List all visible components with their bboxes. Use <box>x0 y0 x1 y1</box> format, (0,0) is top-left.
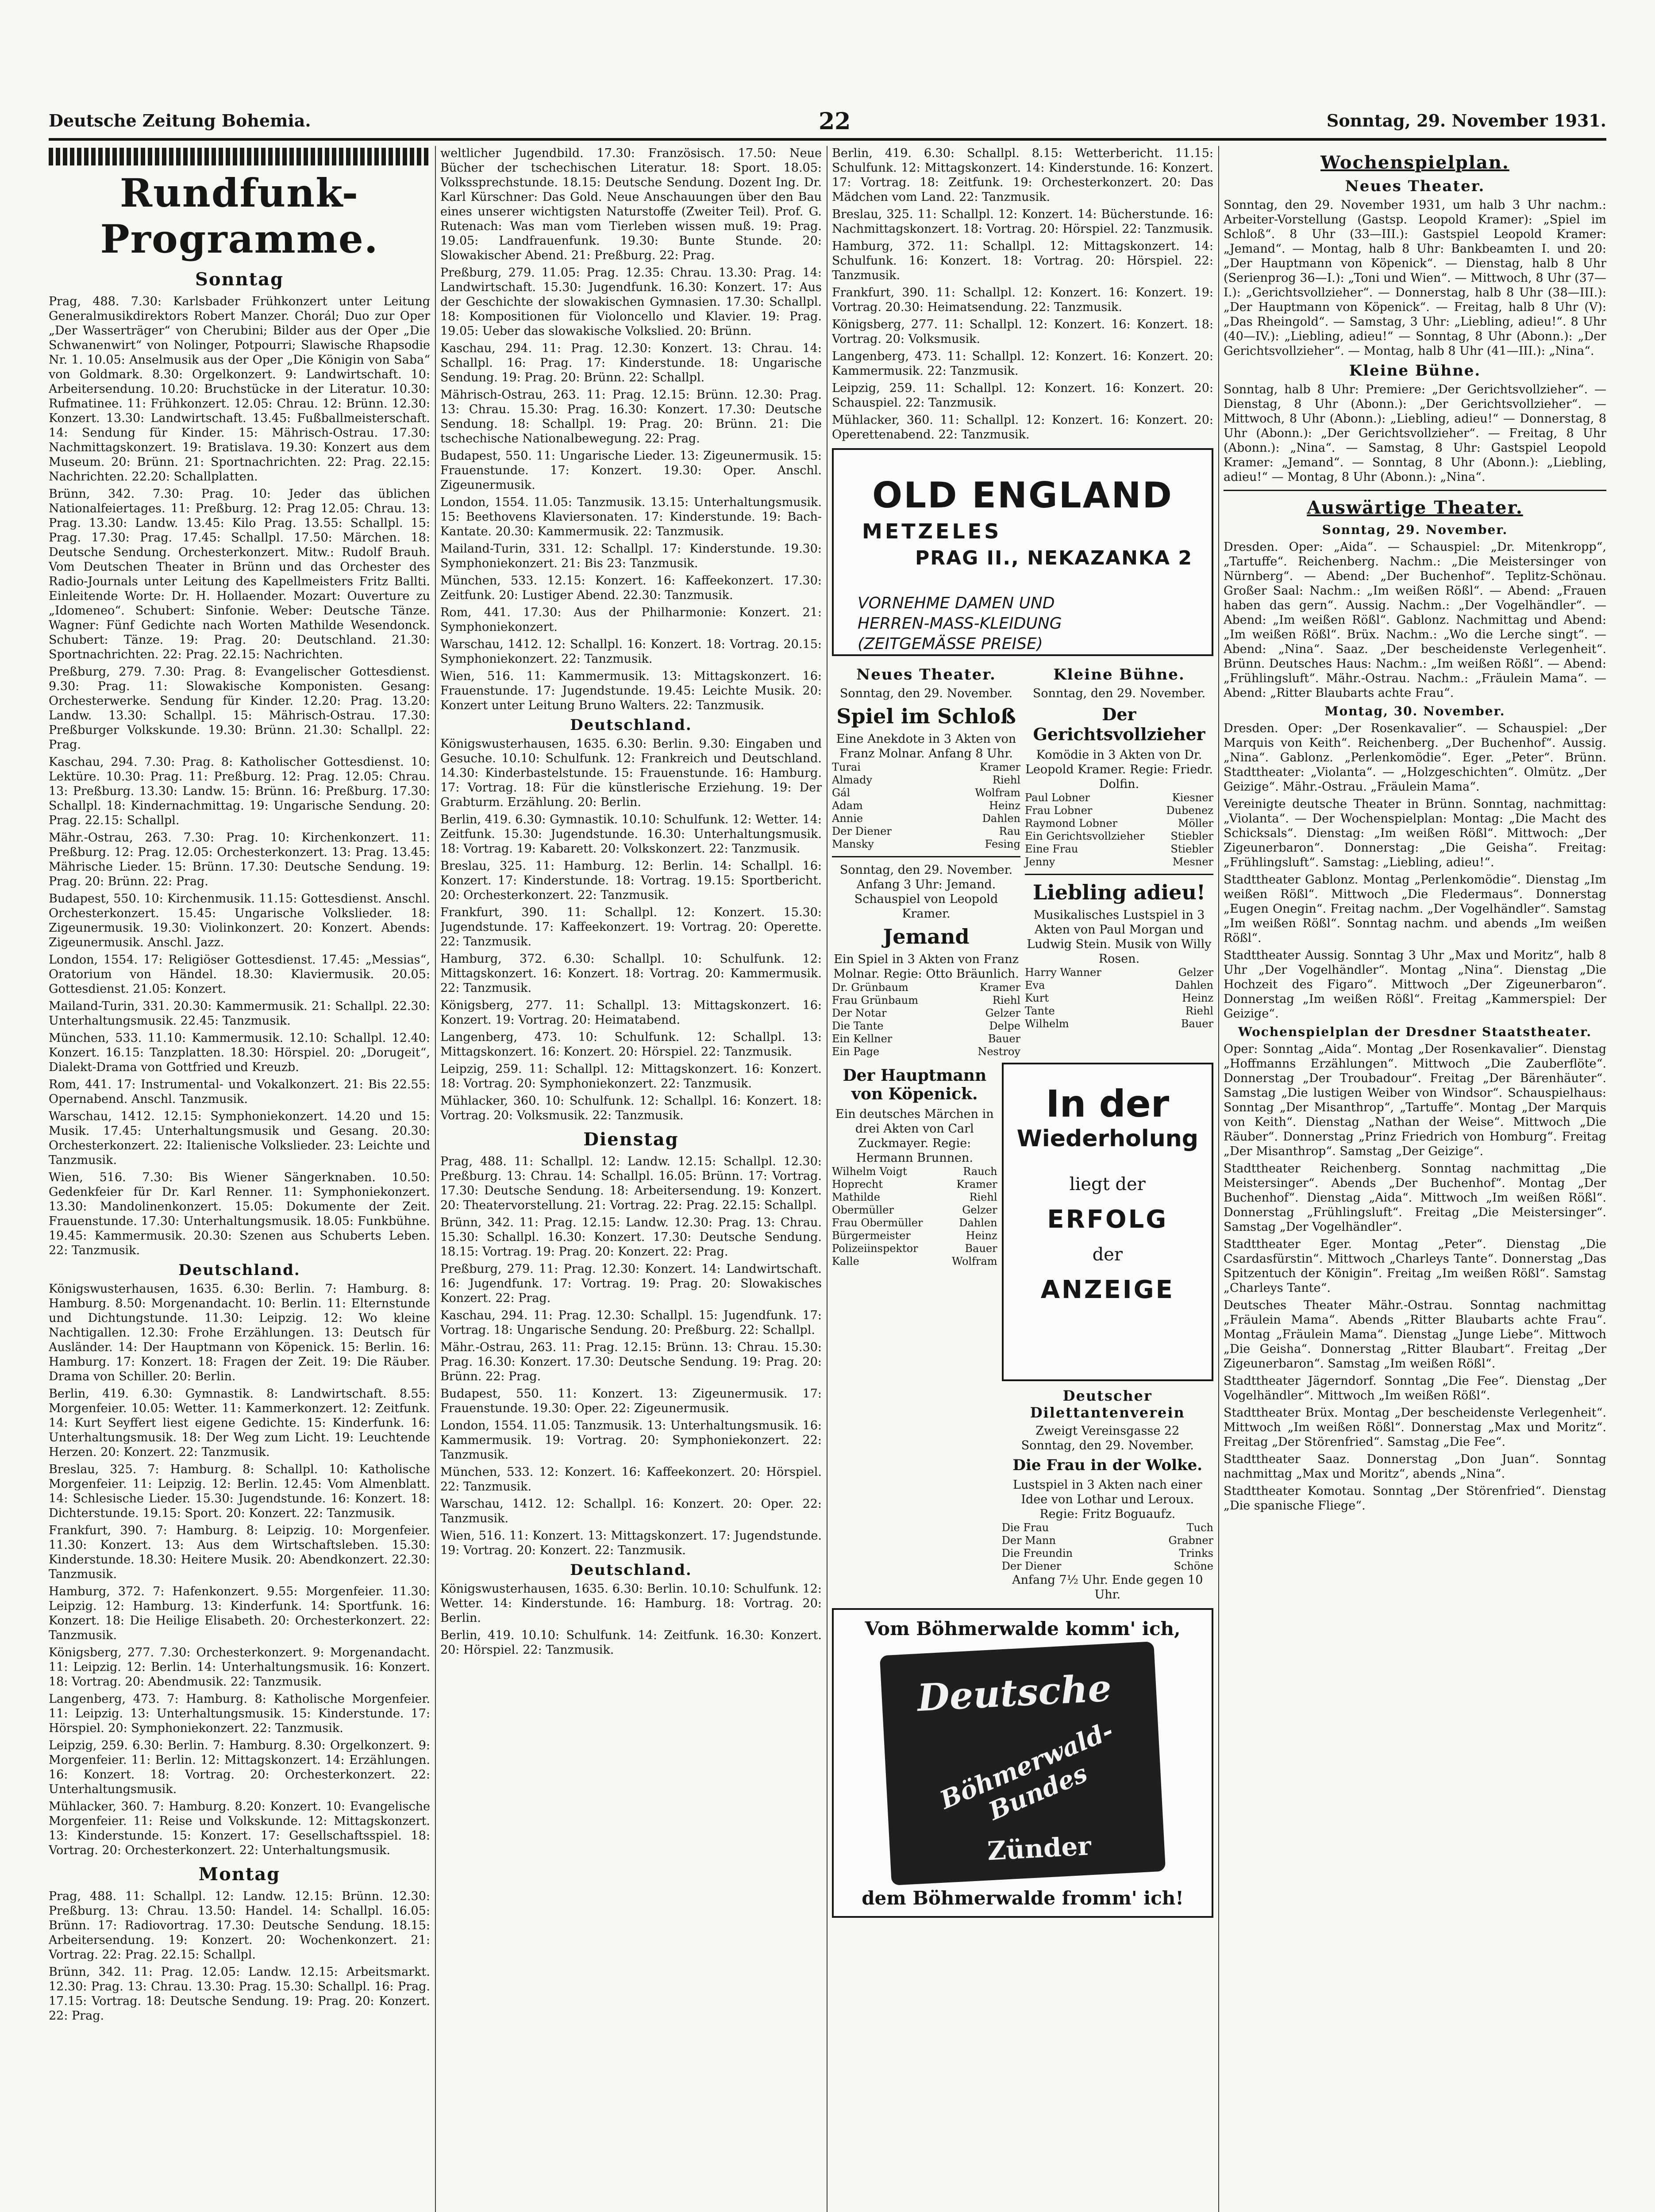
neues-theater-listing <box>832 662 1020 1058</box>
schedule-entry: Stadttheater Aussig. Sonntag 3 Uhr „Max und Moritz“, halb 8 Uhr „Der Vogelhändler“. Montag „Nina“. Dienstag „Die Hochzeit des Figaro“. Mittwoch „Der Zigeunerbaron“. Donnerstag „Im weißen Rößl“. Freitag „Kammerspiel: Der Geizige“. <box>1224 949 1606 1021</box>
ad-tagline-line: HERREN-MASS-KLEIDUNG <box>858 614 1062 633</box>
schedule-entry: Stadttheater Komotau. Sonntag „Der Störenfried“. Dienstag „Die spanische Fliege“. <box>1224 1484 1606 1513</box>
role-name: Adam <box>832 799 863 812</box>
program-entry: Mährisch-Ostrau, 263. 11: Prag. 12.15: Brünn. 12.30: Prag. 13: Chrau. 15.30: Prag. 16.30: Konzert. 17.30: Deutsche Sendung. 18: Schallpl. 19: Prag. 20: Brünn. 21: Die tschechische Nationalbewegung. 22: Prag. <box>440 388 822 445</box>
program-entry: Preßburg, 279. 11.05: Prag. 12.35: Chrau. 13.30: Prag. 14: Landwirtschaft. 15.30: Jugendfunk. 16.30: Konzert. 17: Aus der Geschichte der slowakischen Gymnasien. 17.30: Schallpl. 18: Kompositionen für Violoncello und Klavier. 19: Prag. 19.05: Ueber das slowakische Volkslied. 20: Brünn. <box>440 266 822 338</box>
play-title: Spiel im Schloß <box>836 704 1016 728</box>
role-name: Der Diener <box>1001 1560 1062 1572</box>
play-title: Jemand <box>883 925 970 949</box>
program-text <box>440 1582 822 1657</box>
cast-row <box>832 1255 997 1268</box>
actor-name: Dahlen <box>959 1217 997 1229</box>
weekly-schedule-heading: Wochenspielplan. <box>1320 152 1509 173</box>
role-name: Ein Page <box>832 1045 880 1058</box>
program-entry: Wien, 516. 11: Konzert. 13: Mittagskonzert. 17: Jugendstunde. 19: Vortrag. 20: Konzert. 22: Tanzmusik. <box>440 1529 822 1557</box>
program-entry: Königswusterhausen, 1635. 6.30: Berlin. 7: Hamburg. 8: Hamburg. 8.50: Morgenandacht. 10: Berlin. 11: Elternstunde und Dichtungstunde. 11.30: Leipzig. 12: Wo kleine Nachtigallen. 12.30: Frohe Erzählungen. 13: Deutsch für Ausländer. 14: Der Hauptmann von Köpenick. 15: Berlin. 16: Hamburg. 17: Konzert. 18: Fragen der Zeit. 19: Die Räuber. Drama von Schiller. 20: Berlin. <box>49 1282 430 1383</box>
schedule-entry: Vereinigte deutsche Theater in Brünn. Sonntag, nachmittag: „Violanta“. — Der Wochenspielplan: Montag: „Die Macht des Schicksals“. Dienstag: „Im weißen Rößl“. Mittwoch: „Der Zigeunerbaron“. Donnerstag: „Die Geisha“. Freitag: „Frühlingsluft“. Samstag: „Liebling, adieu!“. <box>1224 797 1606 869</box>
column-2 <box>440 146 822 2212</box>
program-entry: Budapest, 550. 11: Konzert. 13: Zigeunermusik. 17: Frauenstunde. 19.30: Oper. 22: Zigeunermusik. <box>440 1387 822 1415</box>
cast-row <box>832 1033 1020 1045</box>
kleine-buehne-listing <box>1025 662 1213 1058</box>
cast-row <box>832 1242 997 1255</box>
program-entry: Mähr.-Ostrau, 263. 7.30: Prag. 10: Kirchenkonzert. 11: Preßburg. 12: Prag. 12.05: Orchesterkonzert. 13: Prag. 13.45: Mährische Lieder. 15: Brünn. 17.30: Deutsche Sendung. 19: Prag. 20: Brünn. 22: Prag. <box>49 831 430 888</box>
program-entry: Königsberg, 277. 11: Schallpl. 12: Konzert. 16: Konzert. 18: Vortrag. 20: Volksmusik. <box>832 318 1213 346</box>
role-name: Ein Gerichtsvollzieher <box>1025 830 1145 842</box>
play-description: Lustspiel in 3 Akten nach einer Idee von Lothar und Leroux. Regie: Fritz Boguaufz. <box>1013 1478 1202 1521</box>
actor-name: Dahlen <box>1175 979 1213 991</box>
role-name: Polizeiinspektor <box>832 1242 918 1255</box>
program-entry: Kaschau, 294. 11: Prag. 12.30: Schallpl. 15: Jugendfunk. 17: Vortrag. 18: Ungarische Sendung. 20: Preßburg. 22: Schallpl. <box>440 1309 822 1337</box>
schedule-entry: Sonntag, halb 8 Uhr: Premiere: „Der Gerichtsvollzieher“. — Dienstag, 8 Uhr (Abonn.): „Der Gerichtsvollzieher“. — Mittwoch, 8 Uhr (Abonn.): „Liebling, adieu!“ — Donnerstag, 8 Uhr (Abonn.): „Der Gerichtsvollzieher“. — Freitag, 8 Uhr (Abonn.): „Nina“. — Samstag, 8 Uhr: Gastspiel Leopold Kramer: „Jemand“. — Sonntag, 8 Uhr (Abonn.): „Liebling, adieu!“ — Montag, 8 Uhr (Abonn.): „Nina“. <box>1224 383 1606 484</box>
schedule-entry: Sonntag, den 29. November 1931, um halb 3 Uhr nachm.: Arbeiter-Vorstellung (Gastsp. Leopold Kramer): „Spiel im Schloß“. 8 Uhr (33—III.): Gastspiel Leopold Kramer: „Jemand“. — Montag, halb 8 Uhr: Bankbeamten I. und 20: „Der Hauptmann von Köpenick“. — Dienstag, halb 8 Uhr (Serienprog 36—I.): „Toni und Wien“. — Mittwoch, 8 Uhr (37—I.): „Gerichtsvollzieher“. — Donnerstag, halb 8 Uhr (38—III.): „Der Hauptmann von Köpenick“. — Freitag, halb 8 Uhr (V): „Das Rheingold“. — Samstag, 3 Uhr: „Liebling, adieu!“. 8 Uhr (40—IV.): „Liebling, adieu!“ — Sonntag, 8 Uhr (Abonn.): „Der Gerichtsvollzieher“. — Montag, halb 8 Uhr (41—III.): „Nina“. <box>1224 198 1606 358</box>
actor-name: Schöne <box>1174 1560 1213 1572</box>
role-name: Der Notar <box>832 1007 887 1019</box>
program-entry: Mailand-Turin, 331. 20.30: Kammermusik. 21: Schallpl. 22.30: Unterhaltungsmusik. 22.45: Tanzmusik. <box>49 999 430 1028</box>
role-name: Dr. Grünbaum <box>832 981 908 994</box>
program-entry: Mailand-Turin, 331. 12: Schallpl. 17: Kinderstunde. 19.30: Symphoniekonzert. 21: Bis 23: Tanzmusik. <box>440 542 822 570</box>
ad-slogan-top: Vom Böhmerwalde komm' ich, <box>865 1618 1181 1640</box>
cast-row <box>1002 1521 1213 1534</box>
cast-row <box>832 812 1020 825</box>
section-heading-germany: Deutschland. <box>178 1261 300 1279</box>
matchbox-illustration <box>880 1641 1166 1886</box>
cast-list <box>832 981 1020 1058</box>
actor-name: Trinks <box>1179 1547 1213 1559</box>
play-description: Ein Spiel in 3 Akten von Franz Molnar. Regie: Otto Bräunlich. <box>833 952 1019 981</box>
program-entry: Königsberg, 277. 11: Schallpl. 13: Mittagskonzert. 16: Konzert. 19: Vortrag. 20: Heimatabend. <box>440 998 822 1027</box>
actor-name: Kramer <box>979 981 1020 994</box>
role-name: Harry Wanner <box>1025 966 1101 979</box>
role-name: Paul Lobner <box>1025 791 1090 804</box>
ad-slogan-bottom: dem Böhmerwalde fromm' ich! <box>862 1887 1184 1909</box>
program-text <box>832 146 1213 442</box>
column-rule <box>435 146 436 2212</box>
actor-name: Riehl <box>992 994 1020 1006</box>
program-entry: Königsberg, 277. 7.30: Orchesterkonzert. 9: Morgenandacht. 11: Leipzig. 12: Berlin. 14: Unterhaltungsmusik. 16: Konzert. 18: Vortrag. 20: Abendmusik. 22: Tanzmusik. <box>49 1646 430 1689</box>
actor-name: Rau <box>999 825 1020 837</box>
column-rule <box>827 146 828 2212</box>
actor-name: Heinz <box>1182 992 1213 1004</box>
program-entry: Rom, 441. 17.30: Aus der Philharmonie: Konzert. 21: Symphoniekonzert. <box>440 606 822 634</box>
role-name: Ein Kellner <box>832 1033 893 1045</box>
role-name: Die Frau <box>1001 1521 1049 1534</box>
actor-name: Möller <box>1178 817 1213 830</box>
schedule-entry: Deutsches Theater Mähr.-Ostrau. Sonntag nachmittag „Fräulein Mama“. Abends „Ritter Blaubarts achte Frau“. Montag „Fräulein Mama“. Dienstag „Junge Liebe“. Mittwoch „Die Geisha“. Donnerstag „Ritter Blaubart“. Freitag „Der Zigeunerbaron“. Samstag „Im weißen Rößl“. <box>1224 1298 1606 1371</box>
actor-name: Riehl <box>992 774 1020 786</box>
program-entry: Budapest, 550. 10: Kirchenmusik. 11.15: Gottesdienst. Anschl. Orchesterkonzert. 15.45: Ungarische Volkslieder. 18: Zigeunermusik. 19.30: Violinkonzert. 20: Konzert. Abends: Zigeunermusik. Anschl. Jazz. <box>49 892 430 949</box>
theater-listings-lower <box>832 1063 1213 1602</box>
program-entry: Prag, 488. 11: Schallpl. 12: Landw. 12.15: Brünn. 12.30: Preßburg. 13: Chrau. 13.50: Handel. 14: Schallpl. 16.05: Brünn. 17: Radiovortrag. 17.30: Deutsche Sendung. 18.15: Arbeitersendung. 19: Konzert. 20: Wochenkonzert. 21: Vortrag. 22: Prag. 22.15: Schallpl. <box>49 1889 430 1962</box>
ad-tagline-line: (ZEITGEMÄSSE PREISE) <box>858 635 1043 653</box>
role-name: Annie <box>832 812 863 825</box>
section-heading-germany: Deutschland. <box>570 1561 692 1579</box>
role-name: Die Freundin <box>1001 1547 1073 1559</box>
cast-row <box>832 787 1020 799</box>
actor-name: Nestroy <box>978 1045 1020 1058</box>
section-heading-foreign-theaters: Auswärtige Theater. <box>1307 497 1523 518</box>
cast-row <box>1025 791 1213 804</box>
actor-name: Kramer <box>956 1178 997 1190</box>
advertisement-wiederholung <box>1002 1063 1213 1381</box>
schedule-entry: Stadttheater Eger. Montag „Peter“. Dienstag „Die Csardasfürstin“. Mittwoch „Charleys Tante“. Donnerstag „Das Spitzentuch der Königin“. Freitag „Im weißen Rößl“. Samstag „Charleys Tante“. <box>1224 1237 1606 1295</box>
cast-row <box>832 1178 997 1191</box>
role-name: Hoprecht <box>832 1178 883 1190</box>
cast-row <box>1025 856 1213 868</box>
program-entry: München, 533. 12: Konzert. 16: Kaffeekonzert. 20: Hörspiel. 22: Tanzmusik. <box>440 1465 822 1494</box>
schedule-entry: Stadttheater Reichenberg. Sonntag nachmittag „Die Meistersinger“. Abends „Der Buchenhof“. Montag „Der Buchenhof“. Dienstag „Aida“. Mittwoch „Im weißen Rößl“. Donnerstag „Frühlingsluft“. Freitag „Die Meistersinger“. Samstag „Der Vogelhändler“. <box>1224 1162 1606 1234</box>
play-description: Eine Anekdote in 3 Akten von Franz Molnar. Anfang 8 Uhr. <box>836 732 1016 760</box>
program-text <box>49 1889 430 2023</box>
cast-row <box>832 1204 997 1217</box>
cast-row <box>832 981 1020 994</box>
program-entry: Breslau, 325. 11: Schallpl. 12: Konzert. 14: Bücherstunde. 16: Nachmittagskonzert. 18: Vortrag. 20: Hörspiel. 22: Tanzmusik. <box>832 207 1213 236</box>
actor-name: Tuch <box>1186 1521 1213 1534</box>
program-text <box>49 294 430 1258</box>
program-entry: Kaschau, 294. 7.30: Prag. 8: Katholischer Gottesdienst. 10: Lektüre. 10.30: Prag. 11: Preßburg. 12: Prag. 12.05: Chrau. 13: Preßburg. 13.30: Landw. 15: Brünn. 16: Preßburg. 17.30: Schallpl. 18: Kindernachmittag. 19: Ungarische Sendung. 20: Prag. 22.15: Schallpl. <box>49 755 430 827</box>
program-entry: Berlin, 419. 6.30: Gymnastik. 8: Landwirtschaft. 8.55: Morgenfeier. 10.05: Wetter. 11: Kammerkonzert. 12: Zeitfunk. 14: Kurt Seyffert liest eigene Gedichte. 15: Kinderfunk. 16: Unterhaltungsmusik. 18: Der Weg zum Licht. 19: Leuchtende Herzen. 20: Konzert. 22: Tanzmusik. <box>49 1387 430 1459</box>
performance-times: Anfang 7½ Uhr. Ende gegen 10 Uhr. <box>1012 1573 1203 1601</box>
schedule-text <box>1224 198 1606 358</box>
actor-name: Mesner <box>1172 856 1213 868</box>
role-name: Kalle <box>832 1255 859 1267</box>
issue-date: Sonntag, 29. November 1931. <box>1326 111 1606 131</box>
actor-name: Riehl <box>969 1191 997 1203</box>
program-entry: London, 1554. 11.05: Tanzmusik. 13: Unterhaltungsmusik. 16: Kammermusik. 19: Vortrag. 20: Symphoniekonzert. 22: Tanzmusik. <box>440 1419 822 1462</box>
role-name: Turai <box>832 761 861 773</box>
divider <box>1025 874 1213 875</box>
day-heading-monday: Montag <box>198 1864 281 1885</box>
program-text <box>440 737 822 1123</box>
program-entry: Kaschau, 294. 11: Prag. 12.30: Konzert. 13: Chrau. 14: Schallpl. 16: Prag. 17: Kinderstunde. 18: Ungarische Sendung. 19: Prag. 20: Brünn. 22: Schallpl. <box>440 342 822 384</box>
program-entry: Mähr.-Ostrau, 263. 11: Prag. 12.15: Brünn. 13: Chrau. 15.30: Prag. 16.30: Konzert. 17.30: Deutsche Sendung. 19: Prag. 20: Brünn. 22: Prag. <box>440 1340 822 1383</box>
program-entry: Königswusterhausen, 1635. 6.30: Berlin. 9.30: Eingaben und Gesuche. 10.10: Schulfunk. 12: Frankreich und Deutschland. 14.30: Kinderbastelstunde. 15: Frauenstunde. 16: Hamburg. 17: Vortrag. 18: Für die künstlerische Erziehung. 19: Der Grabturm. Erzählung. 20: Berlin. <box>440 737 822 809</box>
day-heading-tuesday: Dienstag <box>583 1129 679 1150</box>
ad-line: In der <box>1046 1082 1170 1125</box>
program-entry: Mühlacker, 360. 7: Hamburg. 8.20: Konzert. 10: Evangelische Morgenfeier. 11: Reise und Volkskunde. 12: Mittagskonzert. 13: Kinderstunde. 15: Konzert. 17: Gesellschaftsspiel. 18: Vortrag. 20: Orchesterkonzert. 22: Unterhaltungsmusik. <box>49 1800 430 1857</box>
actor-name: Dubenez <box>1166 804 1213 817</box>
actor-name: Bauer <box>988 1033 1020 1045</box>
cast-row <box>832 774 1020 787</box>
program-text <box>440 146 822 713</box>
ad-brand: OLD ENGLAND <box>872 475 1173 516</box>
divider <box>1224 490 1606 491</box>
role-name: Frau Grünbaum <box>832 994 918 1006</box>
matchbox-text: Deutsche <box>916 1666 1113 1720</box>
actor-name: Bauer <box>1181 1018 1213 1030</box>
play-description: Komödie in 3 Akten von Dr. Leopold Kramer. Regie: Friedr. Dolfin. <box>1025 748 1213 791</box>
club-title: Deutscher Dilettantenverein <box>1030 1387 1185 1421</box>
cast-row <box>832 1191 997 1204</box>
program-text <box>440 1154 822 1558</box>
cast-row <box>1002 1534 1213 1547</box>
actor-name: Kiesner <box>1172 791 1213 804</box>
role-name: Jenny <box>1025 856 1055 868</box>
program-entry: Leipzig, 259. 11: Schallpl. 12: Konzert. 16: Konzert. 20: Schauspiel. 22: Tanzmusik. <box>832 381 1213 410</box>
cast-row <box>1025 979 1213 992</box>
role-name: Mansky <box>832 838 874 850</box>
running-header <box>49 108 1606 137</box>
column-rule <box>1218 146 1219 2212</box>
cast-row <box>832 994 1020 1007</box>
newspaper-name: Deutsche Zeitung Bohemia. <box>49 111 311 131</box>
program-entry: Rom, 441. 17: Instrumental- und Vokalkonzert. 21: Bis 22.55: Opernabend. Anschl. Tanzmusik. <box>49 1078 430 1106</box>
matchbox-text: Böhmerwald-Bundes <box>935 1716 1118 1826</box>
actor-name: Gelzer <box>985 1007 1020 1019</box>
cast-row <box>1025 843 1213 856</box>
actor-name: Rauch <box>963 1165 997 1178</box>
date-subheading: Sonntag, 29. November. <box>1322 522 1508 537</box>
program-entry: Langenberg, 473. 10: Schulfunk. 12: Schallpl. 13: Mittagskonzert. 16: Konzert. 20: Hörspiel. 22: Tanzmusik. <box>440 1030 822 1059</box>
role-name: Eine Frau <box>1025 843 1078 855</box>
actor-name: Gelzer <box>962 1204 997 1216</box>
play-description: Ein deutsches Märchen in drei Akten von Carl Zuckmayer. Regie: Hermann Brunnen. <box>835 1107 994 1165</box>
play-title: Der Hauptmann von Köpenick. <box>843 1066 987 1103</box>
performance-date: Sonntag, den 29. November. <box>839 687 1013 700</box>
role-name: Tante <box>1025 1005 1055 1017</box>
program-entry: Breslau, 325. 7: Hamburg. 8: Schallpl. 10: Katholische Morgenfeier. 11: Leipzig. 12: Berlin. 12.45: Vom Almenblatt. 14: Schlesische Lieder. 15.30: Jugendstunde. 16: Konzert. 18: Dichterstunde. 19.15: Sport. 20: Konzert. 22: Tanzmusik. <box>49 1463 430 1520</box>
program-entry: Frankfurt, 390. 11: Schallpl. 12: Konzert. 15.30: Jugendstunde. 17: Kaffeekonzert. 19: Vortrag. 20: Operette. 22: Tanzmusik. <box>440 906 822 949</box>
schedule-text <box>1224 1042 1606 1513</box>
role-name: Eva <box>1025 979 1045 991</box>
cast-row <box>832 1217 997 1229</box>
role-name: Almady <box>832 774 872 786</box>
role-name: Die Tante <box>832 1020 884 1032</box>
program-entry: Wien, 516. 7.30: Bis Wiener Sängerknaben. 10.50: Gedenkfeier für Dr. Karl Renner. 11: Symphoniekonzert. 13.30: Mandolinenkonzert. 15.05: Dokumente der Zeit. Frauenstunde. 17.30: Unterhaltungsmusik. 18.05: Funkbühne. 19.45: Kammermusik. 20.30: Szenen aus Schuberts Leben. 22: Tanzmusik. <box>49 1171 430 1257</box>
cast-row <box>1025 830 1213 843</box>
column-4 <box>1224 146 1606 2212</box>
program-entry: Mühlacker, 360. 10: Schulfunk. 12: Schallpl. 16: Konzert. 18: Vortrag. 20: Volksmusik. 22: Tanzmusik. <box>440 1094 822 1122</box>
actor-name: Stiebler <box>1170 843 1213 855</box>
date-subheading: Montag, 30. November. <box>1324 704 1505 718</box>
program-entry: Hamburg, 372. 7: Hafenkonzert. 9.55: Morgenfeier. 11.30: Leipzig. 12: Hamburg. 13: Kinderfunk. 14: Sportfunk. 16: Konzert. 18: Die Heilige Elisabeth. 20: Orchesterkonzert. 22: Tanzmusik. <box>49 1585 430 1642</box>
divider <box>832 856 1020 857</box>
schedule-entry: Stadttheater Gablonz. Montag „Perlenkomödie“. Dienstag „Im weißen Rößl“. Mittwoch „Die Fledermaus“. Donnerstag „Eugen Onegin“. Freitag nachm. „Der Vogelhändler“. Samstag „Im weißen Rößl“. Sonntag nachm. und abends „Im weißen Rößl“. <box>1224 873 1606 945</box>
cast-row <box>832 1020 1020 1033</box>
advertisement-old-england <box>832 448 1213 656</box>
performance-date: Sonntag, den 29. November. <box>1021 1439 1194 1452</box>
theater-heading: Neues Theater. <box>1345 177 1485 195</box>
program-entry: Langenberg, 473. 11: Schallpl. 12: Konzert. 16: Konzert. 20: Kammermusik. 22: Tanzmusik. <box>832 349 1213 378</box>
section-heading-germany: Deutschland. <box>570 716 692 734</box>
actor-name: Dahlen <box>982 812 1020 825</box>
schedule-text <box>1224 540 1606 700</box>
cast-row <box>1025 966 1213 979</box>
program-entry: Frankfurt, 390. 11: Schallpl. 12: Konzert. 16: Konzert. 19: Vortrag. 20.30: Heimatsendung. 22: Tanzmusik. <box>832 286 1213 314</box>
role-name: Frau Lobner <box>1025 804 1093 817</box>
program-entry: London, 1554. 17: Religiöser Gottesdienst. 17.45: „Messias“, Oratorium von Händel. 18.30: Klaviermusik. 20.05: Gottesdienst. 21.05: Konzert. <box>49 953 430 996</box>
theater-listings <box>832 662 1213 1058</box>
cast-row <box>1002 1547 1213 1560</box>
ad-tagline <box>858 593 1201 654</box>
theater-name: Kleine Bühne. <box>1053 666 1185 684</box>
actor-name: Heinz <box>966 1229 997 1242</box>
role-name: Raymond Lobner <box>1025 817 1118 830</box>
actor-name: Delpe <box>989 1020 1020 1032</box>
program-entry: Budapest, 550. 11: Ungarische Lieder. 13: Zigeunermusik. 15: Frauenstunde. 17: Konzert. 19.30: Oper. Anschl. Zigeunermusik. <box>440 449 822 492</box>
cast-row <box>832 1045 1020 1058</box>
role-name: Frau Obermüller <box>832 1217 923 1229</box>
performance-date: Sonntag, den 29. November. <box>1032 687 1206 700</box>
program-entry: Berlin, 419. 10.10: Schulfunk. 14: Zeitfunk. 16.30: Konzert. 20: Hörspiel. 22: Tanzmusik. <box>440 1628 822 1657</box>
cast-row <box>832 825 1020 838</box>
role-name: Wilhelm <box>1025 1018 1069 1030</box>
cast-row <box>832 1229 997 1242</box>
program-entry: Preßburg, 279. 11: Prag. 12.30: Konzert. 14: Landwirtschaft. 16: Jugendfunk. 17: Vortrag. 19: Prag. 20: Slowakisches Konzert. 22: Prag. <box>440 1262 822 1305</box>
ad-line: der <box>1092 1244 1123 1265</box>
actor-name: Riehl <box>1185 1005 1213 1017</box>
role-name: Wilhelm Voigt <box>832 1165 907 1178</box>
actor-name: Heinz <box>989 799 1020 812</box>
schedule-entry: Stadttheater Saaz. Donnerstag „Don Juan“. Sonntag nachmittag „Max und Moritz“, abends „Nina“. <box>1224 1452 1606 1481</box>
ad-line: liegt der <box>1069 1174 1146 1194</box>
role-name: Der Mann <box>1001 1534 1056 1547</box>
day-heading-sunday: Sonntag <box>195 269 284 290</box>
cast-row <box>1025 992 1213 1005</box>
ad-owner: METZELES <box>862 519 1002 543</box>
ad-line: ERFOLG <box>1047 1205 1168 1234</box>
cast-row <box>832 799 1020 812</box>
program-entry: Breslau, 325. 11: Hamburg. 12: Berlin. 14: Schallpl. 16: Konzert. 17: Kinderstunde. 18: Vortrag. 19.15: Sportbericht. 20: Orchesterkonzert. 22: Tanzmusik. <box>440 859 822 902</box>
column-1 <box>49 146 430 2212</box>
role-name: Mathilde <box>832 1191 880 1203</box>
schedule-text <box>1224 382 1606 484</box>
header-rule <box>49 138 1606 141</box>
play-title: Liebling adieu! <box>1032 880 1206 904</box>
role-name: Bürgermeister <box>832 1229 911 1242</box>
schedule-entry: Dresden. Oper: „Der Rosenkavalier“. — Schauspiel: „Der Marquis von Keith“. Reichenberg. „Der Buchenhof“. Aussig. „Nina“. Gablonz. „Perlenkomödie“. Eger. „Peter“. Brünn. Stadttheater: „Violanta“. — „Holzgeschichten“. Olmütz. „Der Geizige“. Mähr.-Ostrau. „Fräulein Mama“. <box>1224 722 1606 794</box>
program-entry: Prag, 488. 7.30: Karlsbader Frühkonzert unter Leitung Generalmusikdirektors Robert Manzer. Chorál; Duo zur Oper „Der Wasserträger“ von Cherubini; Bilder aus der Oper „Die Schwanenwirt“ von Nolinger, Potpourri; Slawische Rhapsodie Nr. 1. 10.05: Anselmusik aus der Oper „Die Königin von Saba“ von Goldmark. 8.30: Orgelkonzert. 9: Landwirtschaft. 10: Arbeitersendung. 10.20: Bruchstücke in der Literatur. 10.30: Rufmatinee. 11: Frühkonzert. 12.05: Chrau. 12: Brünn. 12.30: Konzert. 13.30: Landwirtschaft. 13.45: Fußballmeisterschaft. 14: Sendung für Kinder. 15: Mährisch-Ostrau. 17.30: Nachmittagskonzert. 19: Bratislava. 19.30: Konzert aus dem Museum. 20: Brünn. 21: Sportnachrichten. 22: Prag. 22.15: Nachrichten. 22.20: Schallplatten. <box>49 295 430 484</box>
program-entry: London, 1554. 11.05: Tanzmusik. 13.15: Unterhaltungsmusik. 15: Beethovens Klaviersonaten. 17: Kinderstunde. 19: Bach-Kantate. 20.30: Kammermusik. 22: Tanzmusik. <box>440 495 822 538</box>
ad-line: ANZEIGE <box>1040 1275 1174 1304</box>
actor-name: Kramer <box>979 761 1020 773</box>
program-entry: Königswusterhausen, 1635. 6.30: Berlin. 10.10: Schulfunk. 12: Wetter. 14: Kinderstunde. 16: Hamburg. 18: Vortrag. 20: Berlin. <box>440 1582 822 1625</box>
actor-name: Bauer <box>965 1242 997 1255</box>
program-entry: Mühlacker, 360. 11: Schallpl. 12: Konzert. 16: Konzert. 20: Operettenabend. 22: Tanzmusik. <box>832 413 1213 442</box>
cast-row <box>832 838 1020 851</box>
hauptmann-listing <box>832 1063 997 1602</box>
actor-name: Wolfram <box>975 787 1020 799</box>
performance-date: Sonntag, den 29. November. Anfang 3 Uhr: Jemand. Schauspiel von Leopold Kramer. <box>839 863 1013 921</box>
program-entry: weltlicher Jugendbild. 17.30: Französisch. 17.50: Neue Bücher der tschechischen Literatur. 18: Sport. 18.05: Volkssprechstunde. 18.15: Deutsche Sendung. Dozent Ing. Dr. Karl Kürschner: Das Gold. Neue Anschauungen über den Bau eines unserer wichtigsten Naturstoffe (Zweiter Teil). Prof. G. Rutenach: Was man vom Tierleben wissen muß. 19: Prag. 19.05: Landfrauenfunk. 19.30: Bunte Stunde. 20: Slowakischer Abend. 21: Preßburg. 22: Prag. <box>440 146 822 262</box>
cast-row <box>832 1165 997 1178</box>
theater-heading: Kleine Bühne. <box>1349 362 1481 380</box>
cast-row <box>832 761 1020 774</box>
actor-name: Gelzer <box>1178 966 1213 979</box>
program-entry: München, 533. 11.10: Kammermusik. 12.10: Schallpl. 12.40: Konzert. 16.15: Tanzplatten. 18.30: Hörspiel. 20: „Dorugeit“, Dialekt-Drama von Gottfried und Kreuzb. <box>49 1031 430 1074</box>
play-description: Musikalisches Lustspiel in 3 Akten von Paul Morgan und Ludwig Stein. Musik von Willy Rosen. <box>1027 908 1212 966</box>
cast-list <box>1025 966 1213 1030</box>
program-text <box>49 1282 430 1858</box>
ad-tagline-line: VORNEHME DAMEN UND <box>858 594 1055 612</box>
program-entry: Langenberg, 473. 7: Hamburg. 8: Katholische Morgenfeier. 11: Leipzig. 13: Unterhaltungsmusik. 15: Kinderstunde. 17: Hörspiel. 20: Symphoniekonzert. 22: Tanzmusik. <box>49 1692 430 1735</box>
actor-name: Wolfram <box>951 1255 997 1267</box>
cast-row <box>1002 1560 1213 1573</box>
cast-list <box>1025 791 1213 868</box>
section-masthead: Rundfunk-Programme. <box>100 170 379 262</box>
club-address: Zweigt Vereinsgasse 22 <box>1035 1424 1180 1438</box>
actor-name: Fesing <box>985 838 1020 850</box>
theater-name: Neues Theater. <box>856 666 996 684</box>
cast-list <box>1002 1521 1213 1573</box>
ad-address: PRAG II., NEKAZANKA 2 <box>915 547 1193 569</box>
program-entry: München, 533. 12.15: Konzert. 16: Kaffeekonzert. 17.30: Zeitfunk. 20: Lustiger Abend. 22.30: Tanzmusik. <box>440 574 822 602</box>
cast-row <box>1025 817 1213 830</box>
dresden-schedule-heading: Wochenspielplan der Dresdner Staatstheater. <box>1238 1025 1592 1039</box>
schedule-entry: Stadttheater Brüx. Montag „Der bescheidenste Verlegenheit“. Mittwoch „Im weißen Rößl“. Donnerstag „Max und Moritz“. Freitag „Der Störenfried“. Samstag „Die Fee“. <box>1224 1406 1606 1449</box>
advertisement-zuender <box>832 1608 1213 1918</box>
column-3 <box>832 146 1213 2212</box>
role-name: Der Diener <box>832 825 892 837</box>
program-entry: Wien, 516. 11: Kammermusik. 13: Mittagskonzert. 16: Frauenstunde. 17: Jugendstunde. 19.45: Leichte Musik. 20: Konzert unter Leitung Bruno Walters. 22: Tanzmusik. <box>440 669 822 712</box>
program-entry: Berlin, 419. 6.30: Schallpl. 8.15: Wetterbericht. 11.15: Schulfunk. 12: Mittagskonzert. 14: Kinderstunde. 16: Konzert. 17: Vortrag. 18: Zeitfunk. 19: Orchesterkonzert. 20: Das Mädchen vom Land. 22: Tanzmusik. <box>832 146 1213 204</box>
play-title: Die Frau in der Wolke. <box>1012 1456 1203 1474</box>
cast-row <box>1025 804 1213 817</box>
schedule-entry: Dresden. Oper: „Aida“. — Schauspiel: „Dr. Mitenkropp“, „Tartuffe“. Reichenberg. Nachm.: „Die Meistersinger von Nürnberg“. — Abend: „Der Buchenhof“. Teplitz-Schönau. Großer Saal: Nachm.: „Im weißen Rößl“. — Abend: „Frauen haben das gern“. Aussig. Nachm.: „Der Vogelhändler“. — Abend: „Im weißen Rößl“. Gablonz. Nachmittag und Abend: „Im weißen Rößl“. Brüx. Nachm.: „Wo die Lerche singt“. — Abend: „Nina“. Saaz. „Der bescheidenste Verlegenheit“. Brünn. Deutsches Haus: Nachm.: „Im weißen Rößl“. — Abend: „Frühlingsluft“. Mähr.-Ostrau. Nachm.: „Fräulein Mama“. — Abend: „Ritter Blaubarts achte Frau“. <box>1224 540 1606 700</box>
play-title: Der Gerichtsvollzieher <box>1033 704 1205 744</box>
cast-row <box>832 1007 1020 1020</box>
program-entry: Hamburg, 372. 11: Schallpl. 12: Mittagskonzert. 14: Schulfunk. 16: Konzert. 18: Vortrag. 20: Hörspiel. 22: Tanzmusik. <box>832 239 1213 282</box>
cast-list <box>832 1165 997 1268</box>
page-number: 22 <box>819 108 851 135</box>
role-name: Gál <box>832 787 851 799</box>
matchbox-text: Zünder <box>986 1831 1092 1866</box>
program-entry: Leipzig, 259. 6.30: Berlin. 7: Hamburg. 8.30: Orgelkonzert. 9: Morgenfeier. 11: Berlin. 12: Mittagskonzert. 14: Erzählungen. 16: Konzert. 18: Vortrag. 20: Orchesterkonzert. 22: Unterhaltungsmusik. <box>49 1739 430 1796</box>
schedule-text <box>1224 721 1606 1021</box>
program-entry: Brünn, 342. 11: Prag. 12.15: Landw. 12.30: Prag. 13: Chrau. 15.30: Schallpl. 16.30: Konzert. 17.30: Deutsche Sendung. 18.15: Vortrag. 19: Prag. 20: Konzert. 22: Prag. <box>440 1216 822 1259</box>
masthead-ornament <box>49 148 430 165</box>
program-entry: Warschau, 1412. 12: Schallpl. 16: Konzert. 20: Oper. 22: Tanzmusik. <box>440 1497 822 1525</box>
program-entry: Preßburg, 279. 7.30: Prag. 8: Evangelischer Gottesdienst. 9.30: Prag. 11: Slowakische Komponisten. Gesang: Orchesterwerke. Sendung für Kinder. 12.20: Prag. 13.20: Landw. 13.30: Schallpl. 15: Mährisch-Ostrau. 17.30: Preßburger Volkskunde. 19.30: Brünn. 21.30: Schallpl. 22: Prag. <box>49 665 430 752</box>
cast-list <box>832 761 1020 851</box>
program-entry: Warschau, 1412. 12: Schallpl. 16: Konzert. 18: Vortrag. 20.15: Symphoniekonzert. 22: Tanzmusik. <box>440 637 822 666</box>
actor-name: Stiebler <box>1170 830 1213 842</box>
right-stack <box>1002 1063 1213 1602</box>
program-entry: Warschau, 1412. 12.15: Symphoniekonzert. 14.20 und 15: Musik. 17.45: Unterhaltungsmusik und Gesang. 20.30: Orchesterkonzert. 22: Italienische Volkslieder. 23: Leichte und Tanzmusik. <box>49 1110 430 1167</box>
program-entry: Brünn, 342. 7.30: Prag. 10: Jeder das üblichen Nationalfeiertages. 11: Preßburg. 12: Prag 12.05: Chrau. 13: Prag. 13.30: Landw. 13.45: Kilo Prag. 13.55: Schallpl. 15: Prag. 17.30: Prag. 17.45: Schallpl. 17.50: Märchen. 18: Deutsche Sendung. Orchesterkonzert. Mitw.: Rudolf Brauh. Vom Deutschen Theater in Brünn und das Orchester des Radio-Journals unter Leitung des Kapellmeisters Fritz Ballti. Einleitende Worte: Dr. H. Hollaender. Mozart: Ouverture zu „Idomeneo“. Schubert: Sinfonie. Weber: Deutsche Tänze. Wagner: Fünf Gedichte nach Worten Mathilde Wesendonck. Schubert: Tänze. 19: Prag. 20: Deutschland. 21.30: Sportnachrichten. 22: Prag. 22.15: Nachrichten. <box>49 487 430 661</box>
role-name: Kurt <box>1025 992 1049 1004</box>
program-entry: Berlin, 419. 6.30: Gymnastik. 10.10: Schulfunk. 12: Wetter. 14: Zeitfunk. 15.30: Jugendstunde. 16.30: Unterhaltungsmusik. 18: Vortrag. 19: Kabarett. 20: Volkskonzert. 22: Tanzmusik. <box>440 813 822 856</box>
role-name: Obermüller <box>832 1204 894 1216</box>
program-entry: Frankfurt, 390. 7: Hamburg. 8: Leipzig. 10: Morgenfeier. 11.30: Konzert. 13: Aus dem Wirtschaftsleben. 15.30: Kinderstunde. 18.30: Heitere Musik. 20: Abendkonzert. 22.30: Tanzmusik. <box>49 1524 430 1581</box>
program-entry: Hamburg, 372. 6.30: Schallpl. 10: Schulfunk. 12: Mittagskonzert. 16: Konzert. 18: Vortrag. 20: Kammermusik. 22: Tanzmusik. <box>440 952 822 995</box>
cast-row <box>1025 1018 1213 1030</box>
cast-row <box>1025 1005 1213 1018</box>
schedule-entry: Oper: Sonntag „Aida“. Montag „Der Rosenkavalier“. Dienstag „Hoffmanns Erzählungen“. Mittwoch „Die Zauberflöte“. Donnerstag „Der Troubadour“. Freitag „Der Bärenhäuter“. Samstag „Die lustigen Weiber von Windsor“. Schauspielhaus: Sonntag „Der Misanthrop“, „Tartuffe“. Montag „Der Marquis von Keith“. Dienstag „Nathan der Weise“. Mittwoch „Die Räuber“. Donnerstag „Prinz Friedrich von Homburg“. Freitag „Der Misanthrop“. Samstag „Der Geizige“. <box>1224 1042 1606 1158</box>
program-entry: Leipzig, 259. 11: Schallpl. 12: Mittagskonzert. 16: Konzert. 18: Vortrag. 20: Symphoniekonzert. 22: Tanzmusik. <box>440 1062 822 1091</box>
ad-line: Wiederholung <box>1016 1125 1198 1152</box>
program-entry: Brünn, 342. 11: Prag. 12.05: Landw. 12.15: Arbeitsmarkt. 12.30: Prag. 13: Chrau. 13.30: Prag. 15.30: Schallpl. 16: Prag. 17.15: Vortrag. 18: Deutsche Sendung. 19: Prag. 20: Konzert. 22: Prag. <box>49 1965 430 2023</box>
actor-name: Grabner <box>1168 1534 1213 1547</box>
program-entry: Prag, 488. 11: Schallpl. 12: Landw. 12.15: Schallpl. 12.30: Preßburg. 13: Chrau. 14: Schallpl. 16.05: Brünn. 17: Vortrag. 17.30: Deutsche Sendung. 18: Arbeitersendung. 19: Konzert. 20: Theatervorstellung. 21: Vortrag. 22: Prag. 22.15: Schallpl. <box>440 1155 822 1212</box>
schedule-entry: Stadttheater Jägerndorf. Sonntag „Die Fee“. Dienstag „Der Vogelhändler“. Mittwoch „Im weißen Rößl“. <box>1224 1374 1606 1402</box>
